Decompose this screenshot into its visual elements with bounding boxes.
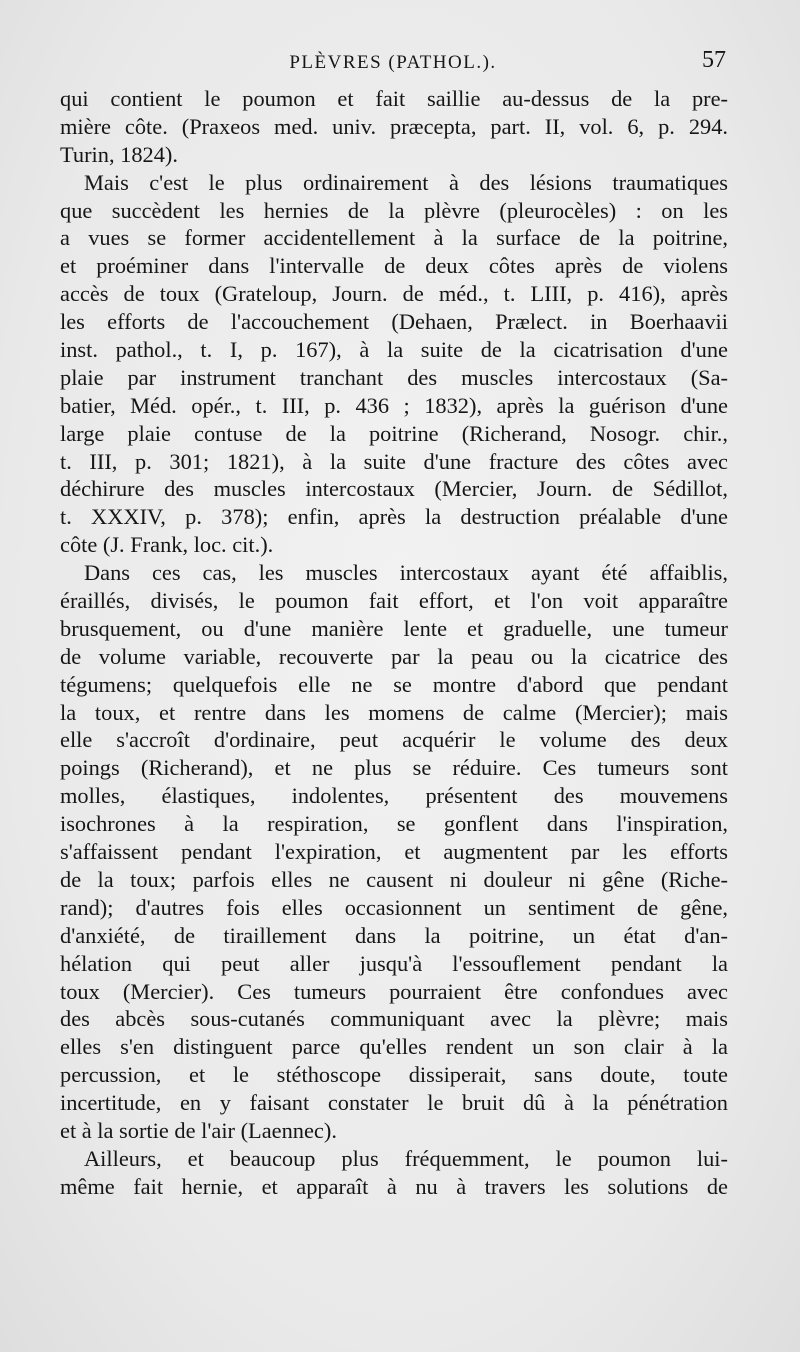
text-line: brusquement, ou d'une manière lente et graduelle, une tumeur xyxy=(60,615,728,641)
text-line: toux (Mercier). Ces tumeurs pourraient être confondues avec xyxy=(60,978,728,1004)
text-line: et à la sortie de l'air (Laennec). xyxy=(60,1117,337,1143)
body-text xyxy=(60,85,728,1201)
text-line: Ailleurs, et beaucoup plus fréquemment, le poumon lui- xyxy=(84,1145,728,1171)
text-line: poings (Richerand), et ne plus se réduire. Ces tumeurs sont xyxy=(60,755,728,781)
text-line: Turin, 1824). xyxy=(60,141,178,167)
text-line: les efforts de l'accouchement (Dehaen, Prælect. in Boerhaavii xyxy=(60,309,728,335)
text-line: elle s'accroît d'ordinaire, peut acquérir le volume des deux xyxy=(60,727,728,753)
text-line: a vues se former accidentellement à la surface de la poitrine, xyxy=(60,225,728,251)
text-line: incertitude, en y faisant constater le bruit dû à la pénétration xyxy=(60,1090,728,1116)
text-line: Mais c'est le plus ordinairement à des lésions traumatiques xyxy=(84,169,728,195)
text-line: tégumens; quelquefois elle ne se montre d'abord que pendant xyxy=(60,671,728,697)
text-line: des abcès sous-cutanés communiquant avec la plèvre; mais xyxy=(60,1006,728,1032)
text-line: rand); d'autres fois elles occasionnent un sentiment de gêne, xyxy=(60,894,728,920)
text-line: de volume variable, recouverte par la peau ou la cicatrice des xyxy=(60,643,728,669)
text-line: de la toux; parfois elles ne causent ni douleur ni gêne (Riche- xyxy=(60,866,728,892)
text-line: large plaie contuse de la poitrine (Richerand, Nosogr. chir., xyxy=(60,420,728,446)
text-line: éraillés, divisés, le poumon fait effort, et l'on voit apparaître xyxy=(60,588,728,614)
text-line: t. III, p. 301; 1821), à la suite d'une fracture des côtes avec xyxy=(60,448,728,474)
text-line: d'anxiété, de tiraillement dans la poitrine, un état d'an- xyxy=(60,922,728,948)
page-header xyxy=(60,47,726,77)
text-line: percussion, et le stéthoscope dissiperait, sans doute, toute xyxy=(60,1062,728,1088)
text-line: t. XXXIV, p. 378); enfin, après la destruction préalable d'une xyxy=(60,504,728,530)
text-line: mière côte. (Praxeos med. univ. præcepta, part. II, vol. 6, p. 294. xyxy=(60,113,728,139)
text-line: et proéminer dans l'intervalle de deux côtes après de violens xyxy=(60,253,728,279)
text-line: côte (J. Frank, loc. cit.). xyxy=(60,532,274,558)
text-line: déchirure des muscles intercostaux (Mercier, Journ. de Sédillot, xyxy=(60,476,728,502)
text-line: s'affaissent pendant l'expiration, et augmentent par les efforts xyxy=(60,839,728,865)
text-line: que succèdent les hernies de la plèvre (pleurocèles) : on les xyxy=(60,197,728,223)
text-line: accès de toux (Grateloup, Journ. de méd., t. LIII, p. 416), après xyxy=(60,281,728,307)
running-head: PLÈVRES (PATHOL.). xyxy=(289,52,497,73)
text-line: molles, élastiques, indolentes, présentent des mouvemens xyxy=(60,783,728,809)
text-line: inst. pathol., t. I, p. 167), à la suite de la cicatrisation d'une xyxy=(60,337,728,363)
text-line: qui contient le poumon et fait saillie au-dessus de la pre- xyxy=(60,86,728,111)
text-line: isochrones à la respiration, se gonflent dans l'inspiration, xyxy=(60,811,728,837)
text-line: hélation qui peut aller jusqu'à l'essouflement pendant la xyxy=(60,950,728,976)
text-line: batier, Méd. opér., t. III, p. 436 ; 1832), après la guérison d'une xyxy=(60,392,728,418)
text-line: plaie par instrument tranchant des muscles intercostaux (Sa- xyxy=(60,364,728,390)
text-line: Dans ces cas, les muscles intercostaux ayant été affaiblis, xyxy=(84,560,728,586)
text-line: la toux, et rentre dans les momens de calme (Mercier); mais xyxy=(60,699,728,725)
text-line: même fait hernie, et apparaît à nu à travers les solutions de xyxy=(60,1173,728,1199)
text-line: elles s'en distinguent parce qu'elles rendent un son clair à la xyxy=(60,1034,728,1060)
page-number: 57 xyxy=(702,47,726,73)
